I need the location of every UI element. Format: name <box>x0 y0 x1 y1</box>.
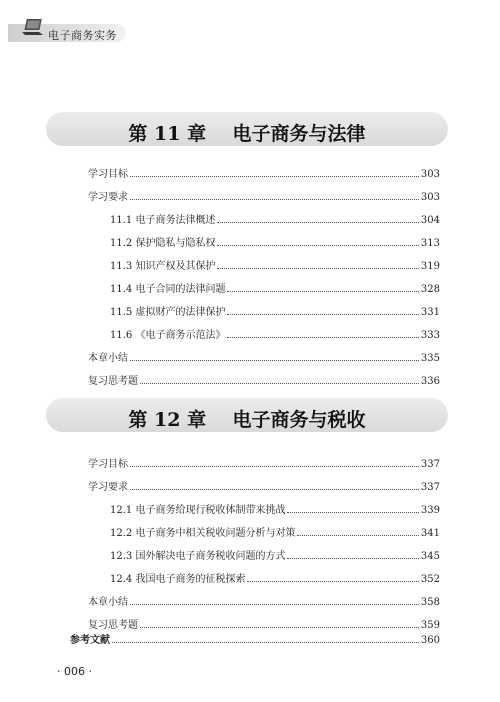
toc-entry-page: 335 <box>420 353 440 364</box>
toc-entry[interactable] <box>88 539 440 562</box>
chapter-banner <box>46 112 448 146</box>
toc-entry-page: 341 <box>420 528 440 539</box>
toc-entry-page: 336 <box>420 376 440 387</box>
toc-entry-label: 学习要求 <box>88 482 128 493</box>
dot-leader <box>130 604 419 605</box>
chapter-11-toc <box>88 157 440 387</box>
toc-entry[interactable] <box>88 516 440 539</box>
toc-entry[interactable] <box>88 203 440 226</box>
running-header-title: 电子商务实务 <box>48 29 117 42</box>
toc-entry[interactable] <box>88 318 440 341</box>
toc-entry-label: 复习思考题 <box>88 376 138 387</box>
page-number: · 006 · <box>57 665 92 678</box>
dot-leader <box>130 176 419 177</box>
toc-entry-label: 11.5 虚拟财产的法律保护 <box>110 307 226 318</box>
references-page: 360 <box>420 635 440 646</box>
toc-entry-label: 11.2 保护隐私与隐私权 <box>110 238 216 249</box>
toc-entry-page: 352 <box>420 574 440 585</box>
toc-entry-label: 11.3 知识产权及其保护 <box>110 261 216 272</box>
toc-entry[interactable] <box>88 295 440 318</box>
toc-entry-page: 313 <box>420 238 440 249</box>
dot-leader <box>217 222 418 223</box>
dot-leader <box>227 337 418 338</box>
toc-entry[interactable] <box>88 470 440 493</box>
toc-entry[interactable] <box>88 364 440 387</box>
toc-entry-page: 339 <box>420 505 440 516</box>
toc-entry[interactable] <box>88 226 440 249</box>
toc-entry-page: 328 <box>420 284 440 295</box>
toc-entry[interactable] <box>88 272 440 295</box>
toc-entry-page: 359 <box>420 620 440 631</box>
toc-entry-label: 11.6 《电子商务示范法》 <box>110 330 226 341</box>
toc-entry[interactable] <box>88 493 440 516</box>
dot-leader <box>112 642 419 643</box>
dot-leader <box>227 314 418 315</box>
toc-entry-label: 12.1 电子商务给现行税收体制带来挑战 <box>110 505 286 516</box>
toc-entry-page: 319 <box>420 261 440 272</box>
toc-entry-page: 333 <box>420 330 440 341</box>
dot-leader <box>247 581 418 582</box>
dot-leader <box>287 558 418 559</box>
dot-leader <box>140 627 419 628</box>
toc-entry-page: 304 <box>420 215 440 226</box>
references-label: 参考文献 <box>70 635 110 646</box>
dot-leader <box>217 268 418 269</box>
toc-entry-label: 本章小结 <box>88 353 128 364</box>
toc-entry-page: 345 <box>420 551 440 562</box>
dot-leader <box>287 512 418 513</box>
toc-entry-page: 303 <box>420 192 440 203</box>
chapter-title: 第 12 章 电子商务与税收 <box>128 409 366 431</box>
references-entry[interactable] <box>70 631 440 646</box>
dot-leader <box>297 535 418 536</box>
toc-entry-page: 331 <box>420 307 440 318</box>
dot-leader <box>130 199 419 200</box>
toc-entry-label: 学习目标 <box>88 169 128 180</box>
laptop-icon <box>22 18 46 38</box>
toc-entry[interactable] <box>88 562 440 585</box>
toc-entry[interactable] <box>88 341 440 364</box>
dot-leader <box>217 245 418 246</box>
chapter-12-toc <box>88 447 440 631</box>
dot-leader <box>140 383 419 384</box>
toc-entry-label: 11.1 电子商务法律概述 <box>110 215 216 226</box>
toc-entry-label: 12.2 电子商务中相关税收问题分析与对策 <box>110 528 296 539</box>
toc-entry-page: 358 <box>420 597 440 608</box>
toc-entry-label: 11.4 电子合同的法律问题 <box>110 284 226 295</box>
dot-leader <box>130 466 419 467</box>
toc-entry-label: 学习要求 <box>88 192 128 203</box>
toc-entry[interactable] <box>88 249 440 272</box>
toc-entry-page: 337 <box>420 482 440 493</box>
toc-entry[interactable] <box>88 447 440 470</box>
toc-entry-label: 本章小结 <box>88 597 128 608</box>
chapter-title: 第 11 章 电子商务与法律 <box>128 123 366 145</box>
chapter-banner <box>46 398 448 432</box>
toc-entry[interactable] <box>88 180 440 203</box>
toc-entry-page: 337 <box>420 459 440 470</box>
toc-entry-label: 学习目标 <box>88 459 128 470</box>
toc-entry-page: 303 <box>420 169 440 180</box>
toc-entry-label: 12.3 国外解决电子商务税收问题的方式 <box>110 551 286 562</box>
dot-leader <box>130 360 419 361</box>
toc-entry-label: 复习思考题 <box>88 620 138 631</box>
toc-entry[interactable] <box>88 157 440 180</box>
toc-entry[interactable] <box>88 585 440 608</box>
dot-leader <box>227 291 418 292</box>
toc-entry-label: 12.4 我国电子商务的征税探索 <box>110 574 246 585</box>
toc-entry[interactable] <box>88 608 440 631</box>
dot-leader <box>130 489 419 490</box>
